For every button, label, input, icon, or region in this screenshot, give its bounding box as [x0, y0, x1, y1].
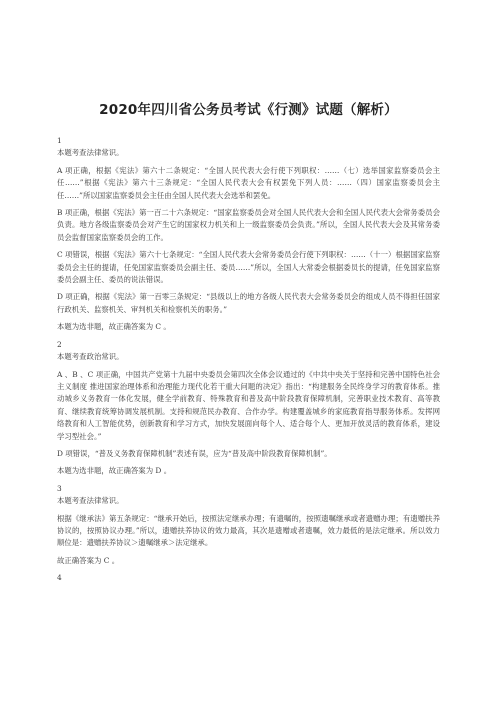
- page-title: 2020年四川省公务员考试《行测》试题（解析）: [99, 102, 398, 118]
- question-block: [57, 339, 440, 478]
- question-number: 4: [57, 573, 62, 583]
- question-number: 3: [57, 483, 62, 493]
- document-body: [57, 135, 440, 585]
- question-block: [57, 135, 440, 334]
- explanation-paragraph: C 项错误，根据《宪法》第六十七条规定：“全国人民代表大会常务委员会行使下列职权：……（十一）根据国家监察委员会主任的提请，任免国家监察委员会副主任、委员……”所以，全国人大常委会根据委员长的提请，任免国家监察委员会副主任、委员的说法错误。: [57, 250, 440, 285]
- explanation-paragraph: 根据《继承法》第五条规定：“继承开始后，按照法定继承办理；有遗嘱的，按照遗嘱继承或者遗赠办理；有遗赠扶养协议的，按照协议办理。”所以，遗赠扶养协议的效力最高，其次是遗赠或者遗嘱，效力最低的是法定继承。所以效力顺位是：遗赠扶养协议＞遗嘱继承＞法定继承。: [57, 513, 440, 548]
- question-topic: 本题考查法律常识。: [57, 148, 124, 158]
- explanation-paragraph: D 项正确，根据《宪法》第一百零三条规定：“县级以上的地方各级人民代表大会常务委员会的组成人员不得担任国家行政机关、监察机关、审判机关和检察机关的职务。”: [57, 292, 440, 314]
- question-topic: 本题考查法律常识。: [57, 496, 124, 506]
- explanation-paragraph: 本题为选非题，故正确答案为 D 。: [57, 466, 172, 476]
- question-number: 1: [57, 136, 62, 145]
- explanation-paragraph: A 项正确，根据《宪法》第六十二条规定：“全国人民代表大会行使下列职权：……（七）选举国家监察委员会主任……”根据《宪法》第六十三条规定：“全国人民代表大会有权罢免下列人员：……（四）国家监察委员会主任……”所以国家监察委员会主任由全国人民代表大会选举和罢免。: [57, 165, 440, 200]
- explanation-paragraph: B 项正确，根据《宪法》第一百二十六条规定：“国家监察委员会对全国人民代表大会和全国人民代表大会常务委员会负责。地方各级监察委员会对产生它的国家权力机关和上一级监察委员会负责。”所以，全国人民代表大会及其常务委员会监督国家监察委员会的工作。: [57, 208, 440, 242]
- question-block: [57, 483, 440, 567]
- question-number: 2: [57, 339, 62, 349]
- explanation-paragraph: A 、B 、C 项正确，中国共产党第十九届中央委员会第四次全体会议通过的《中共中央关于坚持和完善中国特色社会主义制度 推进国家治理体系和治理能力现代化若干重大问题的决定》指出：“构建服务全民终身学习的教育体系。推动城乡义务教育一体化发展，健全学前教育、特殊教育和普及高中阶段教育保障机制，完善职业技术教育、高等教育、继续教育统筹协调发展机制。支持和规范民办教育、合作办学。构建覆盖城乡的家庭教育指导服务体系。发挥网络教育和人工智能优势，创新教育和学习方式，加快发展面向每个人、适合每个人、更加开放灵活的教育体系，建设学习型社会。”: [57, 369, 440, 441]
- question-block: [57, 572, 440, 584]
- explanation-paragraph: 故正确答案为 C 。: [57, 555, 120, 565]
- question-topic: 本题考查政治常识。: [57, 352, 124, 362]
- explanation-paragraph: D 项错误，“普及义务教育保障机制”表述有误，应为“普及高中阶段教育保障机制”。: [57, 448, 332, 458]
- explanation-paragraph: 本题为选非题，故正确答案为 C 。: [57, 322, 171, 332]
